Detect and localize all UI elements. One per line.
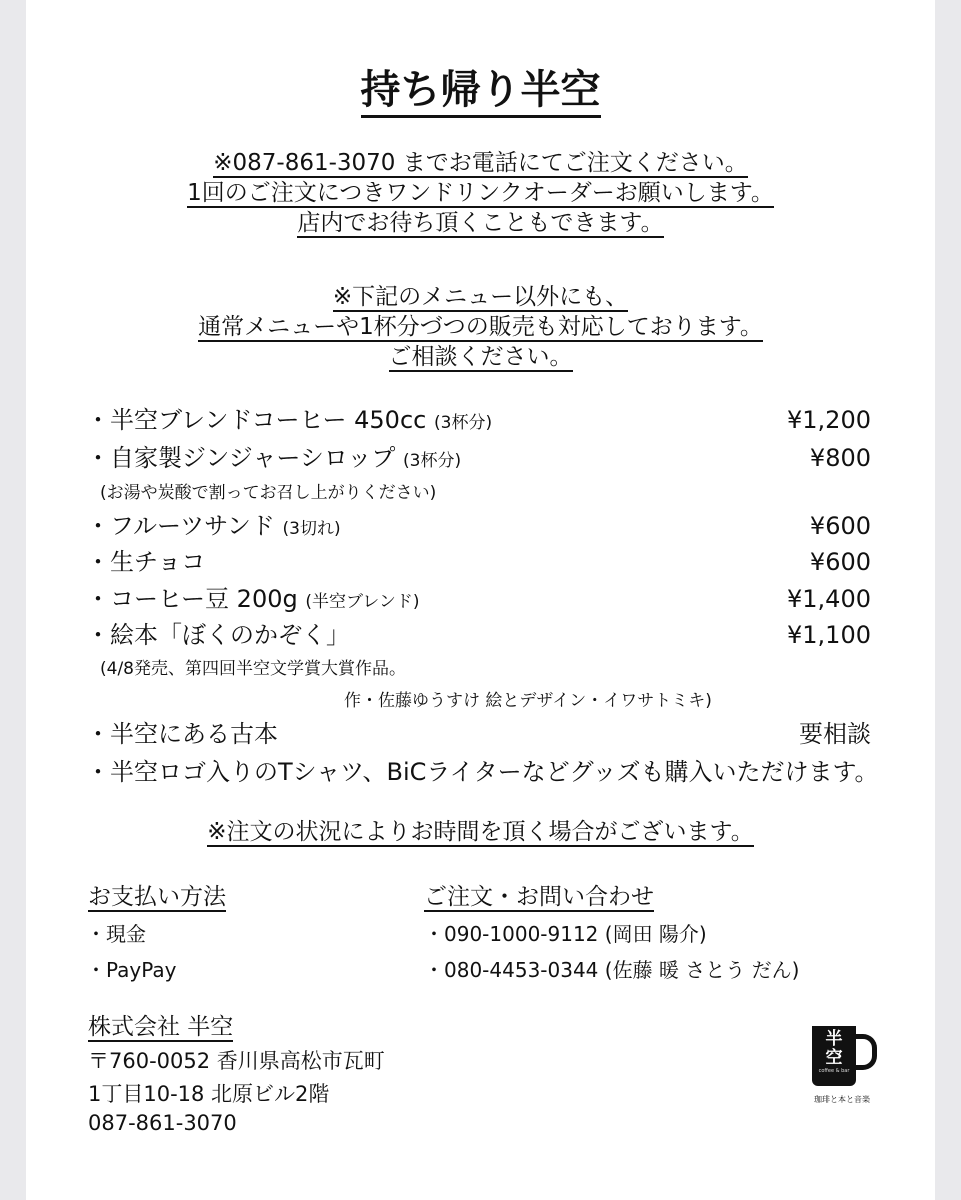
notice-line: ※下記のメニュー以外にも、: [332, 284, 629, 310]
menu-item: [86, 718, 871, 750]
menu-item: [86, 619, 871, 651]
menu-item-subnote: (お湯や炭酸で割ってお召し上がりください): [100, 483, 437, 503]
cup-handle: [854, 1034, 877, 1070]
menu-item-price: ¥1,200: [787, 406, 871, 434]
menu-item-note: (3杯分): [434, 413, 493, 433]
menu-item-note: (半空ブレンド): [305, 592, 420, 612]
notice-line: ※087-861-3070 までお電話にてご注文ください。: [213, 150, 748, 176]
contact-item: ・090-1000-9112 (岡田 陽介): [424, 922, 707, 946]
company-phone: 087-861-3070: [88, 1111, 237, 1135]
menu-item: [86, 546, 871, 578]
logo-subtext: coffee & bar: [818, 1068, 850, 1074]
payment-heading: お支払い方法: [88, 884, 226, 910]
notice-line: 通常メニューや1杯分づつの販売も対応しております。: [198, 314, 763, 340]
menu-item-note: (3杯分): [403, 451, 462, 471]
menu-item-name: ・生チョコ: [86, 548, 206, 576]
notice-line: ご相談ください。: [388, 344, 573, 370]
flyer-page: [26, 0, 935, 1200]
menu-item-name: ・フルーツサンド: [86, 512, 275, 540]
order-notice: [26, 148, 935, 238]
payment-item: ・現金: [86, 922, 146, 946]
menu-item-price: 要相談: [799, 720, 871, 748]
menu-item: [86, 510, 871, 545]
company-address: 1丁目10-18 北原ビル2階: [88, 1082, 330, 1106]
menu-item-name: ・自家製ジンジャーシロップ: [86, 444, 396, 472]
menu-item-subnote: 作・佐藤ゆうすけ 絵とデザイン・イワサトミキ): [344, 691, 712, 711]
logo-mark: 半 空: [825, 1029, 843, 1068]
menu-item-price: ¥600: [809, 512, 871, 540]
menu-item-name: ・絵本「ぼくのかぞく」: [86, 621, 350, 649]
notice-line: 1回のご注文につきワンドリンクオーダーお願いします。: [187, 180, 774, 206]
menu-item: [86, 404, 871, 439]
menu-item-price: ¥800: [809, 444, 871, 472]
page-title: 持ち帰り半空: [26, 58, 935, 115]
menu-item-note: (3切れ): [282, 519, 341, 539]
menu-item-price: ¥1,400: [787, 585, 871, 613]
wait-time-caution: ※注文の状況によりお時間を頂く場合がございます。: [207, 819, 754, 845]
brand-logo: [802, 1026, 882, 1136]
menu-item-name: ・半空ロゴ入りのTシャツ、BiCライターなどグッズも購入いただけます。: [86, 758, 879, 786]
payment-item: ・PayPay: [86, 958, 177, 982]
company-name: 株式会社 半空: [88, 1014, 234, 1040]
menu-item-price: ¥600: [809, 548, 871, 576]
menu-item-name: ・半空ブレンドコーヒー 450cc: [86, 406, 427, 434]
menu-item: [86, 756, 879, 788]
company-address: 〒760-0052 香川県高松市瓦町: [88, 1049, 385, 1073]
menu-item: [86, 442, 871, 477]
notice-line: 店内でお待ち頂くこともできます。: [297, 210, 664, 236]
menu-item: [86, 583, 871, 618]
menu-notice: [26, 282, 935, 372]
menu-item-subnote: (4/8発売、第四回半空文学賞大賞作品。: [100, 659, 406, 679]
logo-caption: 珈琲と本と音楽: [814, 1095, 870, 1104]
contact-heading: ご注文・お問い合わせ: [424, 884, 654, 910]
menu-item-price: ¥1,100: [787, 621, 871, 649]
contact-item: ・080-4453-0344 (佐藤 暖 さとう だん): [424, 958, 800, 982]
menu-item-name: ・コーヒー豆 200g: [86, 585, 298, 613]
menu-item-name: ・半空にある古本: [86, 720, 278, 748]
